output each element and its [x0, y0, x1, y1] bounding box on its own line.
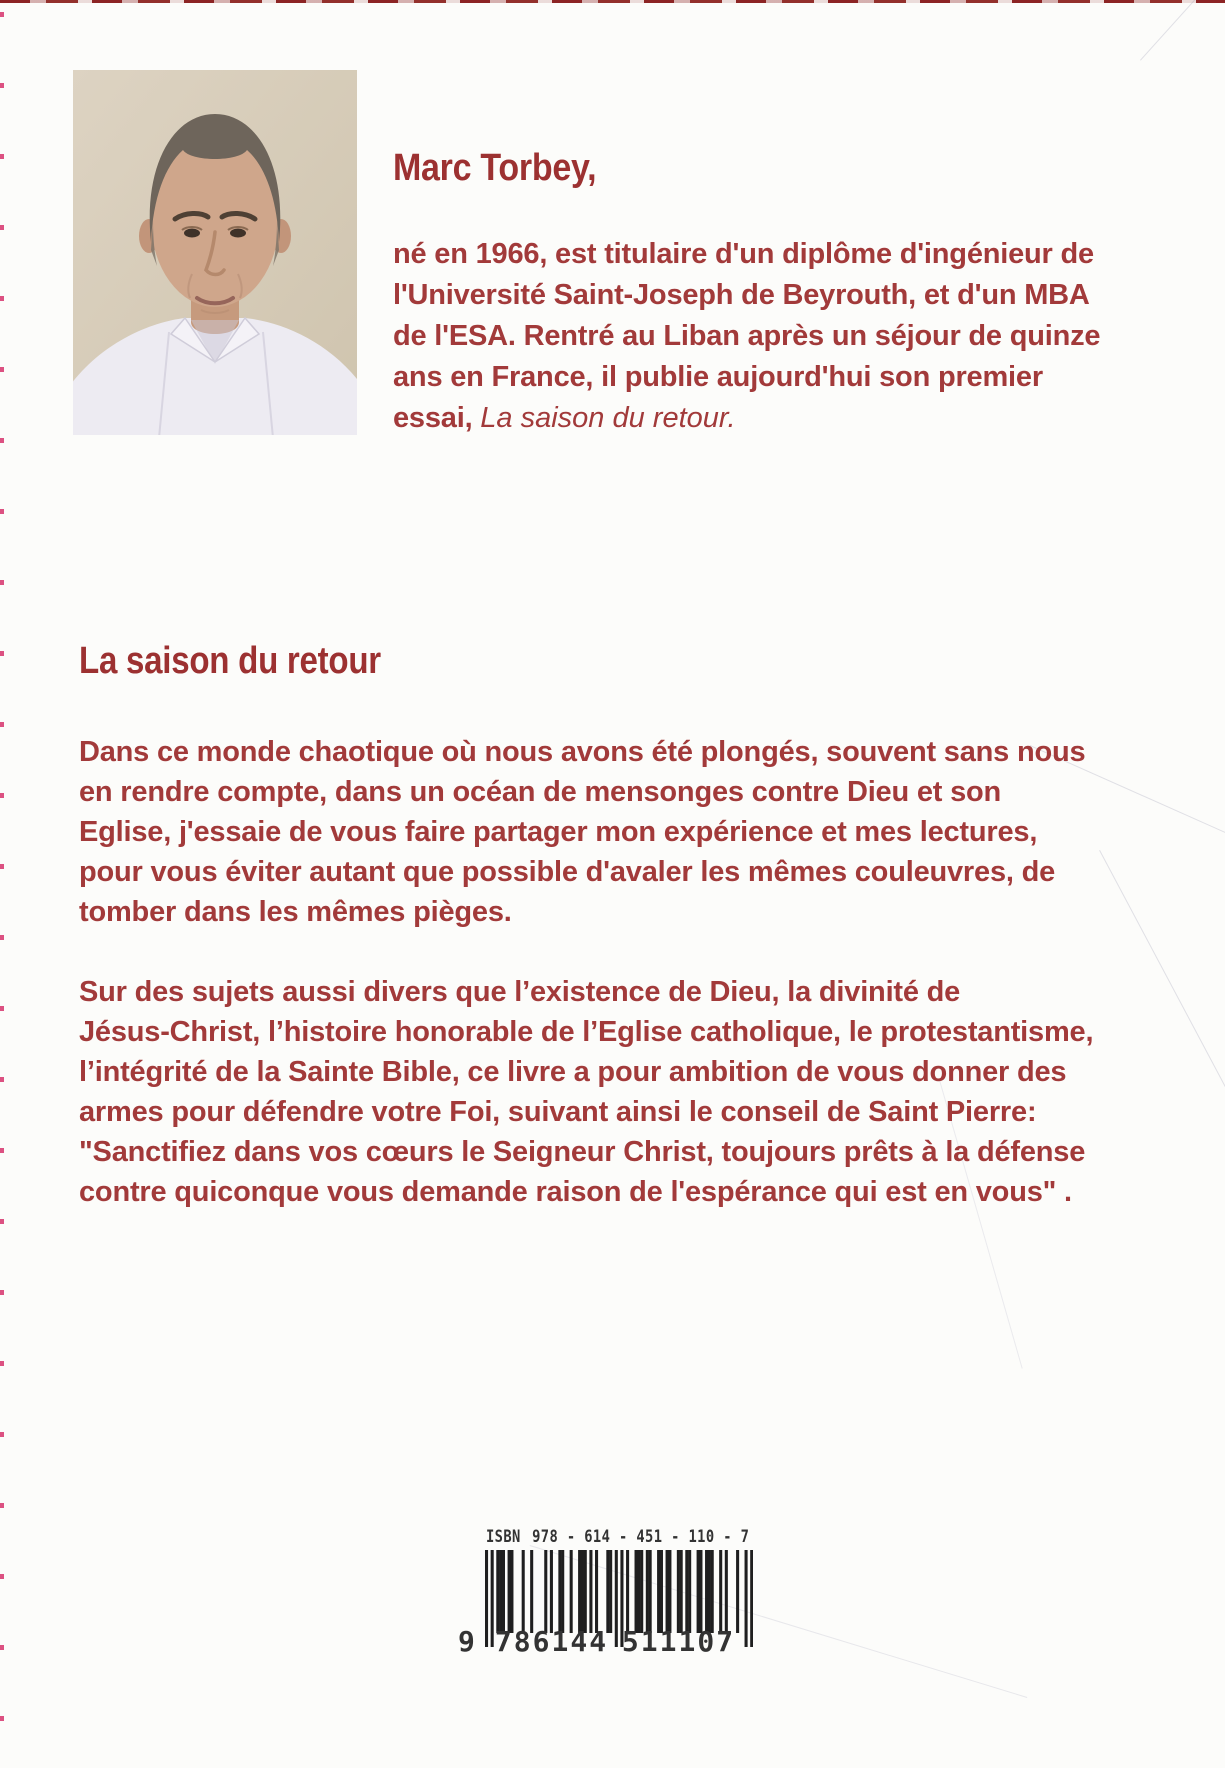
- book-title-italic: La saison du retour.: [480, 402, 736, 434]
- synopsis-paragraph-2: [79, 972, 1132, 1212]
- paragraph-line: "Sanctifiez dans vos cœurs le Seigneur Christ, toujours prêts à la défense: [79, 1136, 1086, 1168]
- isbn-row: [486, 1527, 750, 1548]
- synopsis-paragraph-1: [79, 732, 1132, 932]
- paragraph-line: tomber dans les mêmes pièges.: [79, 896, 512, 928]
- bio-essai-label: essai,: [393, 402, 481, 434]
- section-heading: La saison du retour: [79, 640, 381, 682]
- author-bio: [393, 234, 1137, 439]
- isbn-barcode-block: [458, 1527, 753, 1672]
- paragraph-line: Eglise, j'essaie de vous faire partager mon expérience et mes lectures,: [79, 816, 1038, 848]
- paper-crease-line: [1140, 0, 1225, 61]
- ean-digits-left: 786144: [494, 1625, 609, 1658]
- paragraph-line: armes pour défendre votre Foi, suivant ainsi le conseil de Saint Pierre:: [79, 1096, 1037, 1128]
- bio-line: de l'ESA. Rentré au Liban après un séjour de quinze: [393, 320, 1101, 352]
- paragraph-line: Jésus-Christ, l’histoire honorable de l’Eglise catholique, le protestantisme,: [79, 1016, 1094, 1048]
- paragraph-line: Dans ce monde chaotique où nous avons été plongés, souvent sans nous: [79, 736, 1086, 768]
- bio-line: ans en France, il publie aujourd'hui son premier: [393, 361, 1043, 393]
- author-photo: [73, 70, 357, 435]
- paragraph-line: l’intégrité de la Sainte Bible, ce livre a pour ambition de vous donner des: [79, 1056, 1067, 1088]
- ean-digits-right: 511107: [621, 1625, 736, 1658]
- bio-line: né en 1966, est titulaire d'un diplôme d'ingénieur de: [393, 238, 1094, 270]
- ean-first-digit: 9: [458, 1625, 475, 1658]
- paragraph-line: en rendre compte, dans un océan de mensonges contre Dieu et son: [79, 776, 1002, 808]
- bio-line: l'Université Saint-Joseph de Beyrouth, et d'un MBA: [393, 279, 1090, 311]
- scan-tick-marks-left: [0, 12, 4, 1752]
- bio-line: [393, 398, 1137, 439]
- isbn-number: 978 - 614 - 451 - 110 - 7: [532, 1527, 750, 1547]
- author-portrait-illustration: [73, 70, 357, 435]
- paragraph-line: Sur des sujets aussi divers que l’existence de Dieu, la divinité de: [79, 976, 961, 1008]
- isbn-label: ISBN: [486, 1527, 521, 1547]
- author-name: Marc Torbey,: [393, 147, 597, 189]
- paragraph-line: pour vous éviter autant que possible d'avaler les mêmes couleuvres, de: [79, 856, 1056, 888]
- scan-edge-artifact-top: [0, 0, 1225, 3]
- paragraph-line: contre quiconque vous demande raison de l'espérance qui est en vous" .: [79, 1176, 1072, 1208]
